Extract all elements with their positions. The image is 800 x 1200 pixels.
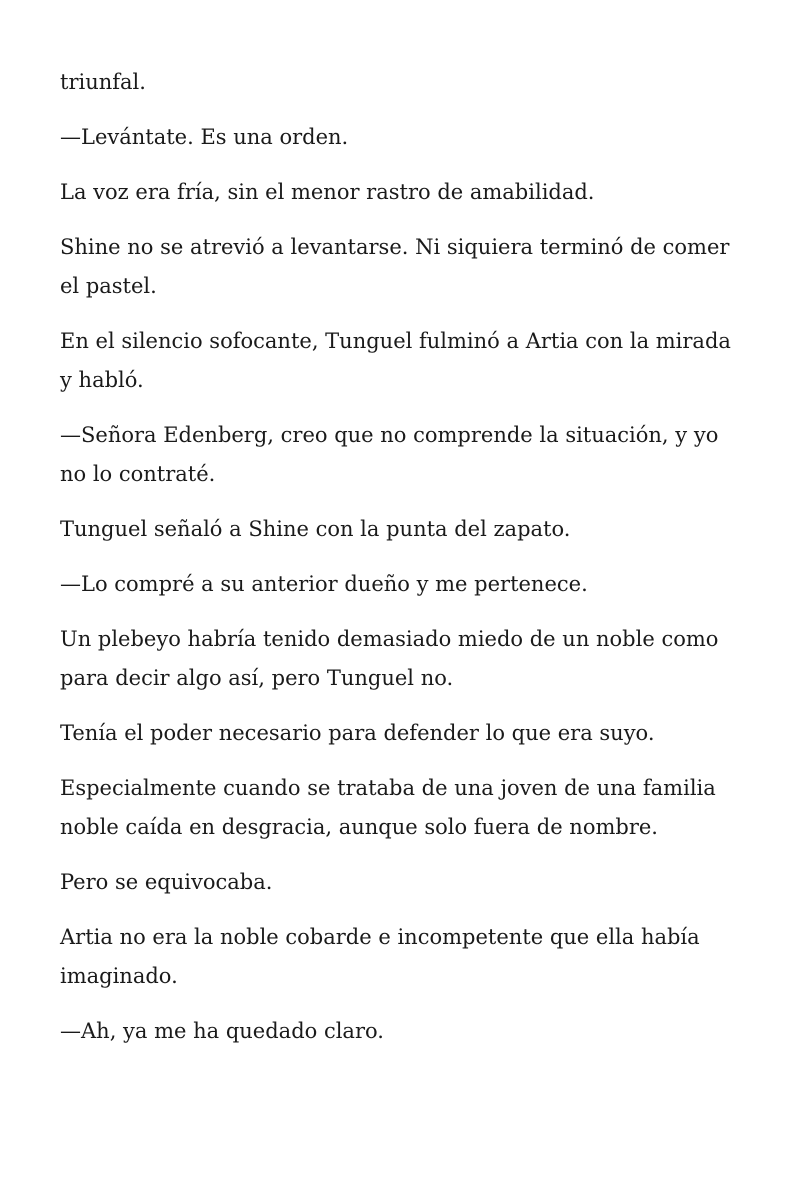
paragraph: Tenía el poder necesario para defender lo que era suyo. — [60, 721, 655, 745]
paragraph: Artia no era la noble cobarde e incompetente que ella había imaginado. — [60, 925, 700, 988]
paragraph: En el silencio sofocante, Tunguel fulminó a Artia con la mirada y habló. — [60, 329, 731, 392]
paragraph: Shine no se atrevió a levantarse. Ni siquiera terminó de comer el pastel. — [60, 235, 730, 298]
paragraph: Un plebeyo habría tenido demasiado miedo de un noble como para decir algo así, pero Tunguel no. — [60, 627, 719, 690]
paragraph: —Ah, ya me ha quedado claro. — [60, 1019, 384, 1043]
paragraph: —Lo compré a su anterior dueño y me pertenece. — [60, 572, 588, 596]
paragraph: —Señora Edenberg, creo que no comprende la situación, y yo no lo contraté. — [60, 423, 719, 486]
paragraph: La voz era fría, sin el menor rastro de amabilidad. — [60, 180, 595, 204]
paragraph: —Levántate. Es una orden. — [60, 125, 349, 149]
paragraph: Pero se equivocaba. — [60, 870, 273, 894]
paragraph: Tunguel señaló a Shine con la punta del zapato. — [60, 517, 571, 541]
paragraph: triunfal. — [60, 70, 146, 94]
paragraph: Especialmente cuando se trataba de una joven de una familia noble caída en desgracia, aunque solo fuera de nombre. — [60, 776, 716, 839]
